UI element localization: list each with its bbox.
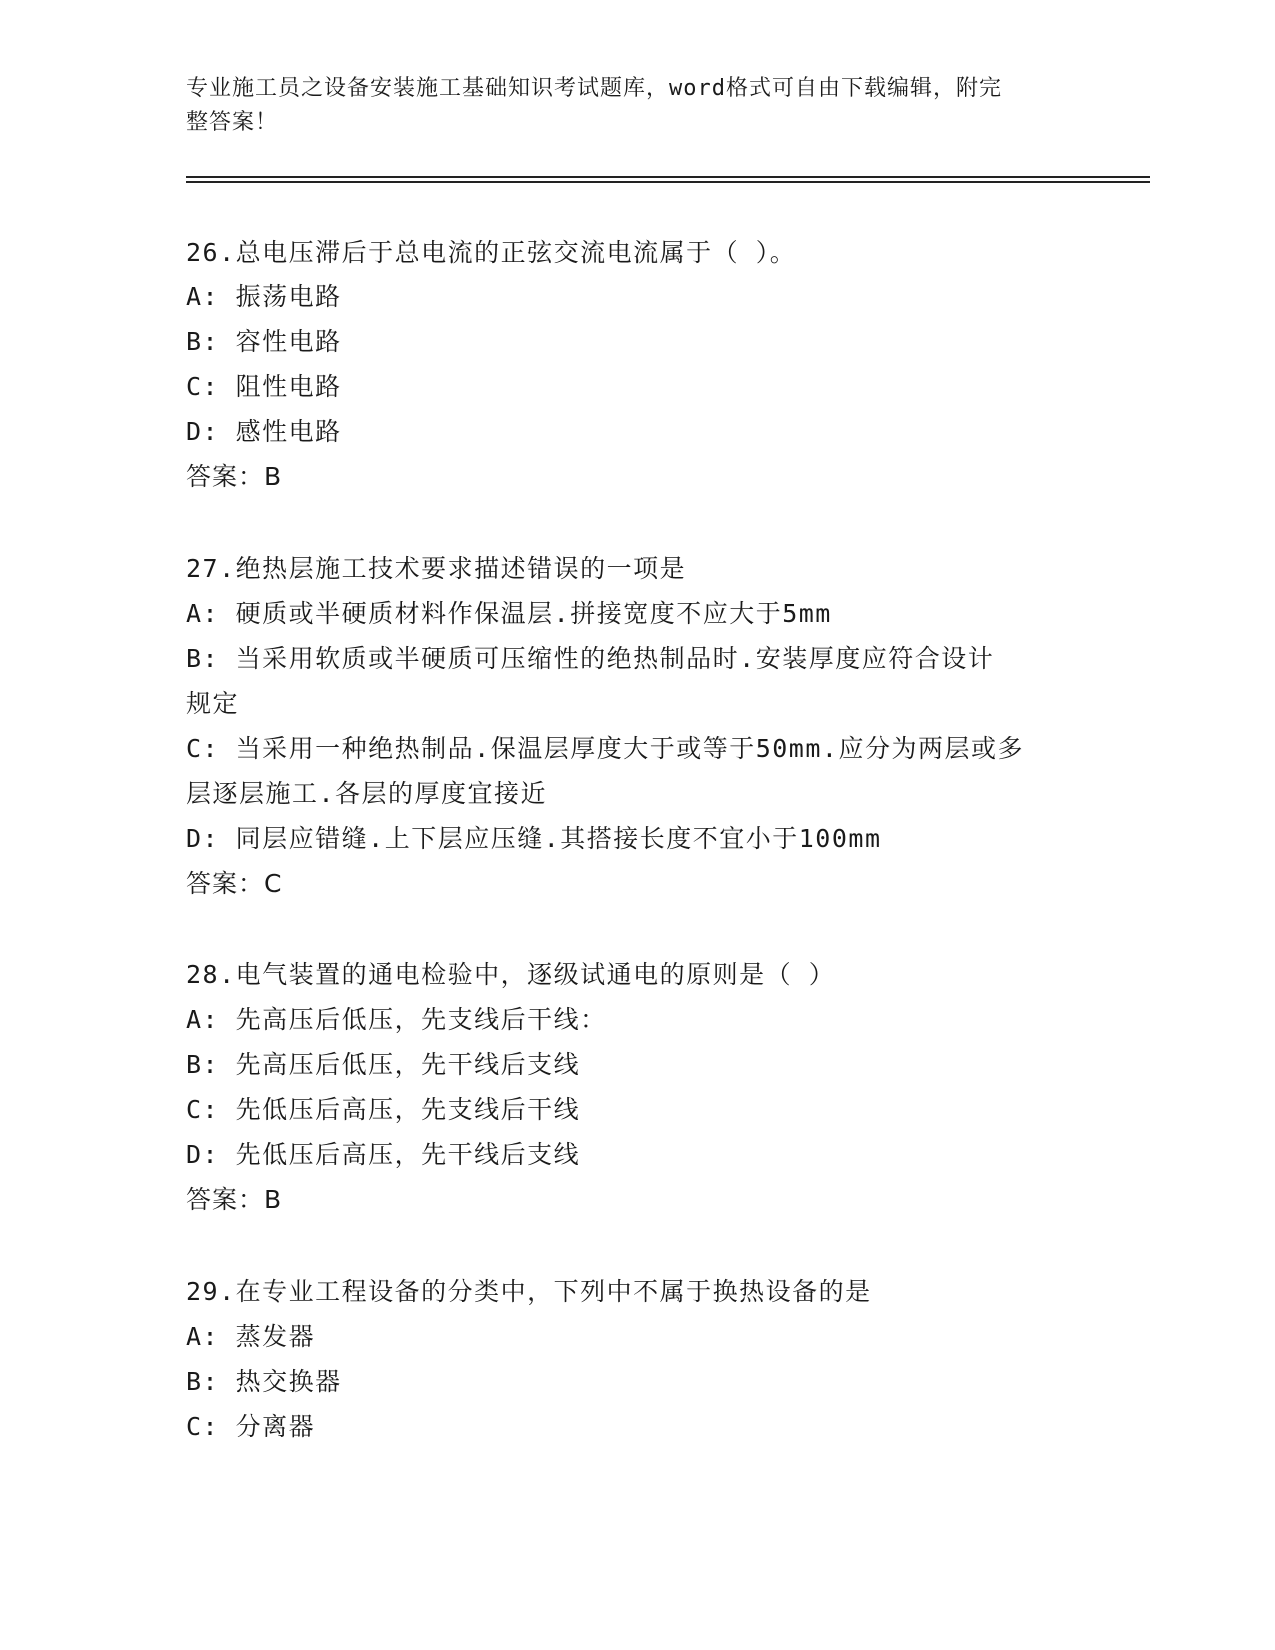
question-26-answer: 答案：B — [186, 462, 283, 491]
question-28-option-c: C: 先低压后高压，先支线后干线 — [186, 1095, 581, 1124]
question-28-option-a: A: 先高压后低压，先支线后干线： — [186, 1005, 607, 1034]
header-rule-bottom — [186, 181, 1150, 183]
question-27-answer: 答案：C — [186, 869, 283, 898]
header-line-1: 专业施工员之设备安装施工基础知识考试题库，word格式可自由下载编辑，附完 — [186, 76, 1002, 101]
question-27-option-a: A: 硬质或半硬质材料作保温层.拼接宽度不应大于5mm — [186, 599, 832, 628]
header-line-2: 整答案！ — [186, 110, 279, 135]
question-28-option-b: B: 先高压后低压，先干线后支线 — [186, 1050, 581, 1079]
question-27-option-c-cont: 层逐层施工.各层的厚度宜接近 — [186, 779, 548, 808]
question-29-option-c: C: 分离器 — [186, 1412, 316, 1441]
question-26-option-b: B: 容性电路 — [186, 327, 342, 356]
question-27-option-b-cont: 规定 — [186, 689, 240, 718]
question-29-option-a: A: 蒸发器 — [186, 1322, 316, 1351]
question-29-stem: 29.在专业工程设备的分类中，下列中不属于换热设备的是 — [186, 1277, 872, 1306]
question-27-option-d: D: 同层应错缝.上下层应压缝.其搭接长度不宜小于100mm — [186, 824, 882, 853]
question-28-answer: 答案：B — [186, 1185, 283, 1214]
question-28-stem: 28.电气装置的通电检验中，逐级试通电的原则是（ ） — [186, 960, 836, 989]
question-26-option-a: A: 振荡电路 — [186, 282, 342, 311]
question-26-option-d: D: 感性电路 — [186, 417, 342, 446]
header-rule-top — [186, 176, 1150, 178]
question-26-option-c: C: 阻性电路 — [186, 372, 342, 401]
question-26-stem: 26.总电压滞后于总电流的正弦交流电流属于（ ）。 — [186, 238, 797, 267]
document-header — [186, 72, 1066, 140]
question-27-stem: 27.绝热层施工技术要求描述错误的一项是 — [186, 554, 687, 583]
question-27-option-c: C: 当采用一种绝热制品.保温层厚度大于或等于50mm.应分为两层或多 — [186, 734, 1024, 763]
question-28-option-d: D: 先低压后高压，先干线后支线 — [186, 1140, 581, 1169]
question-27-option-b: B: 当采用软质或半硬质可压缩性的绝热制品时.安装厚度应符合设计 — [186, 644, 995, 673]
question-29-option-b: B: 热交换器 — [186, 1367, 342, 1396]
